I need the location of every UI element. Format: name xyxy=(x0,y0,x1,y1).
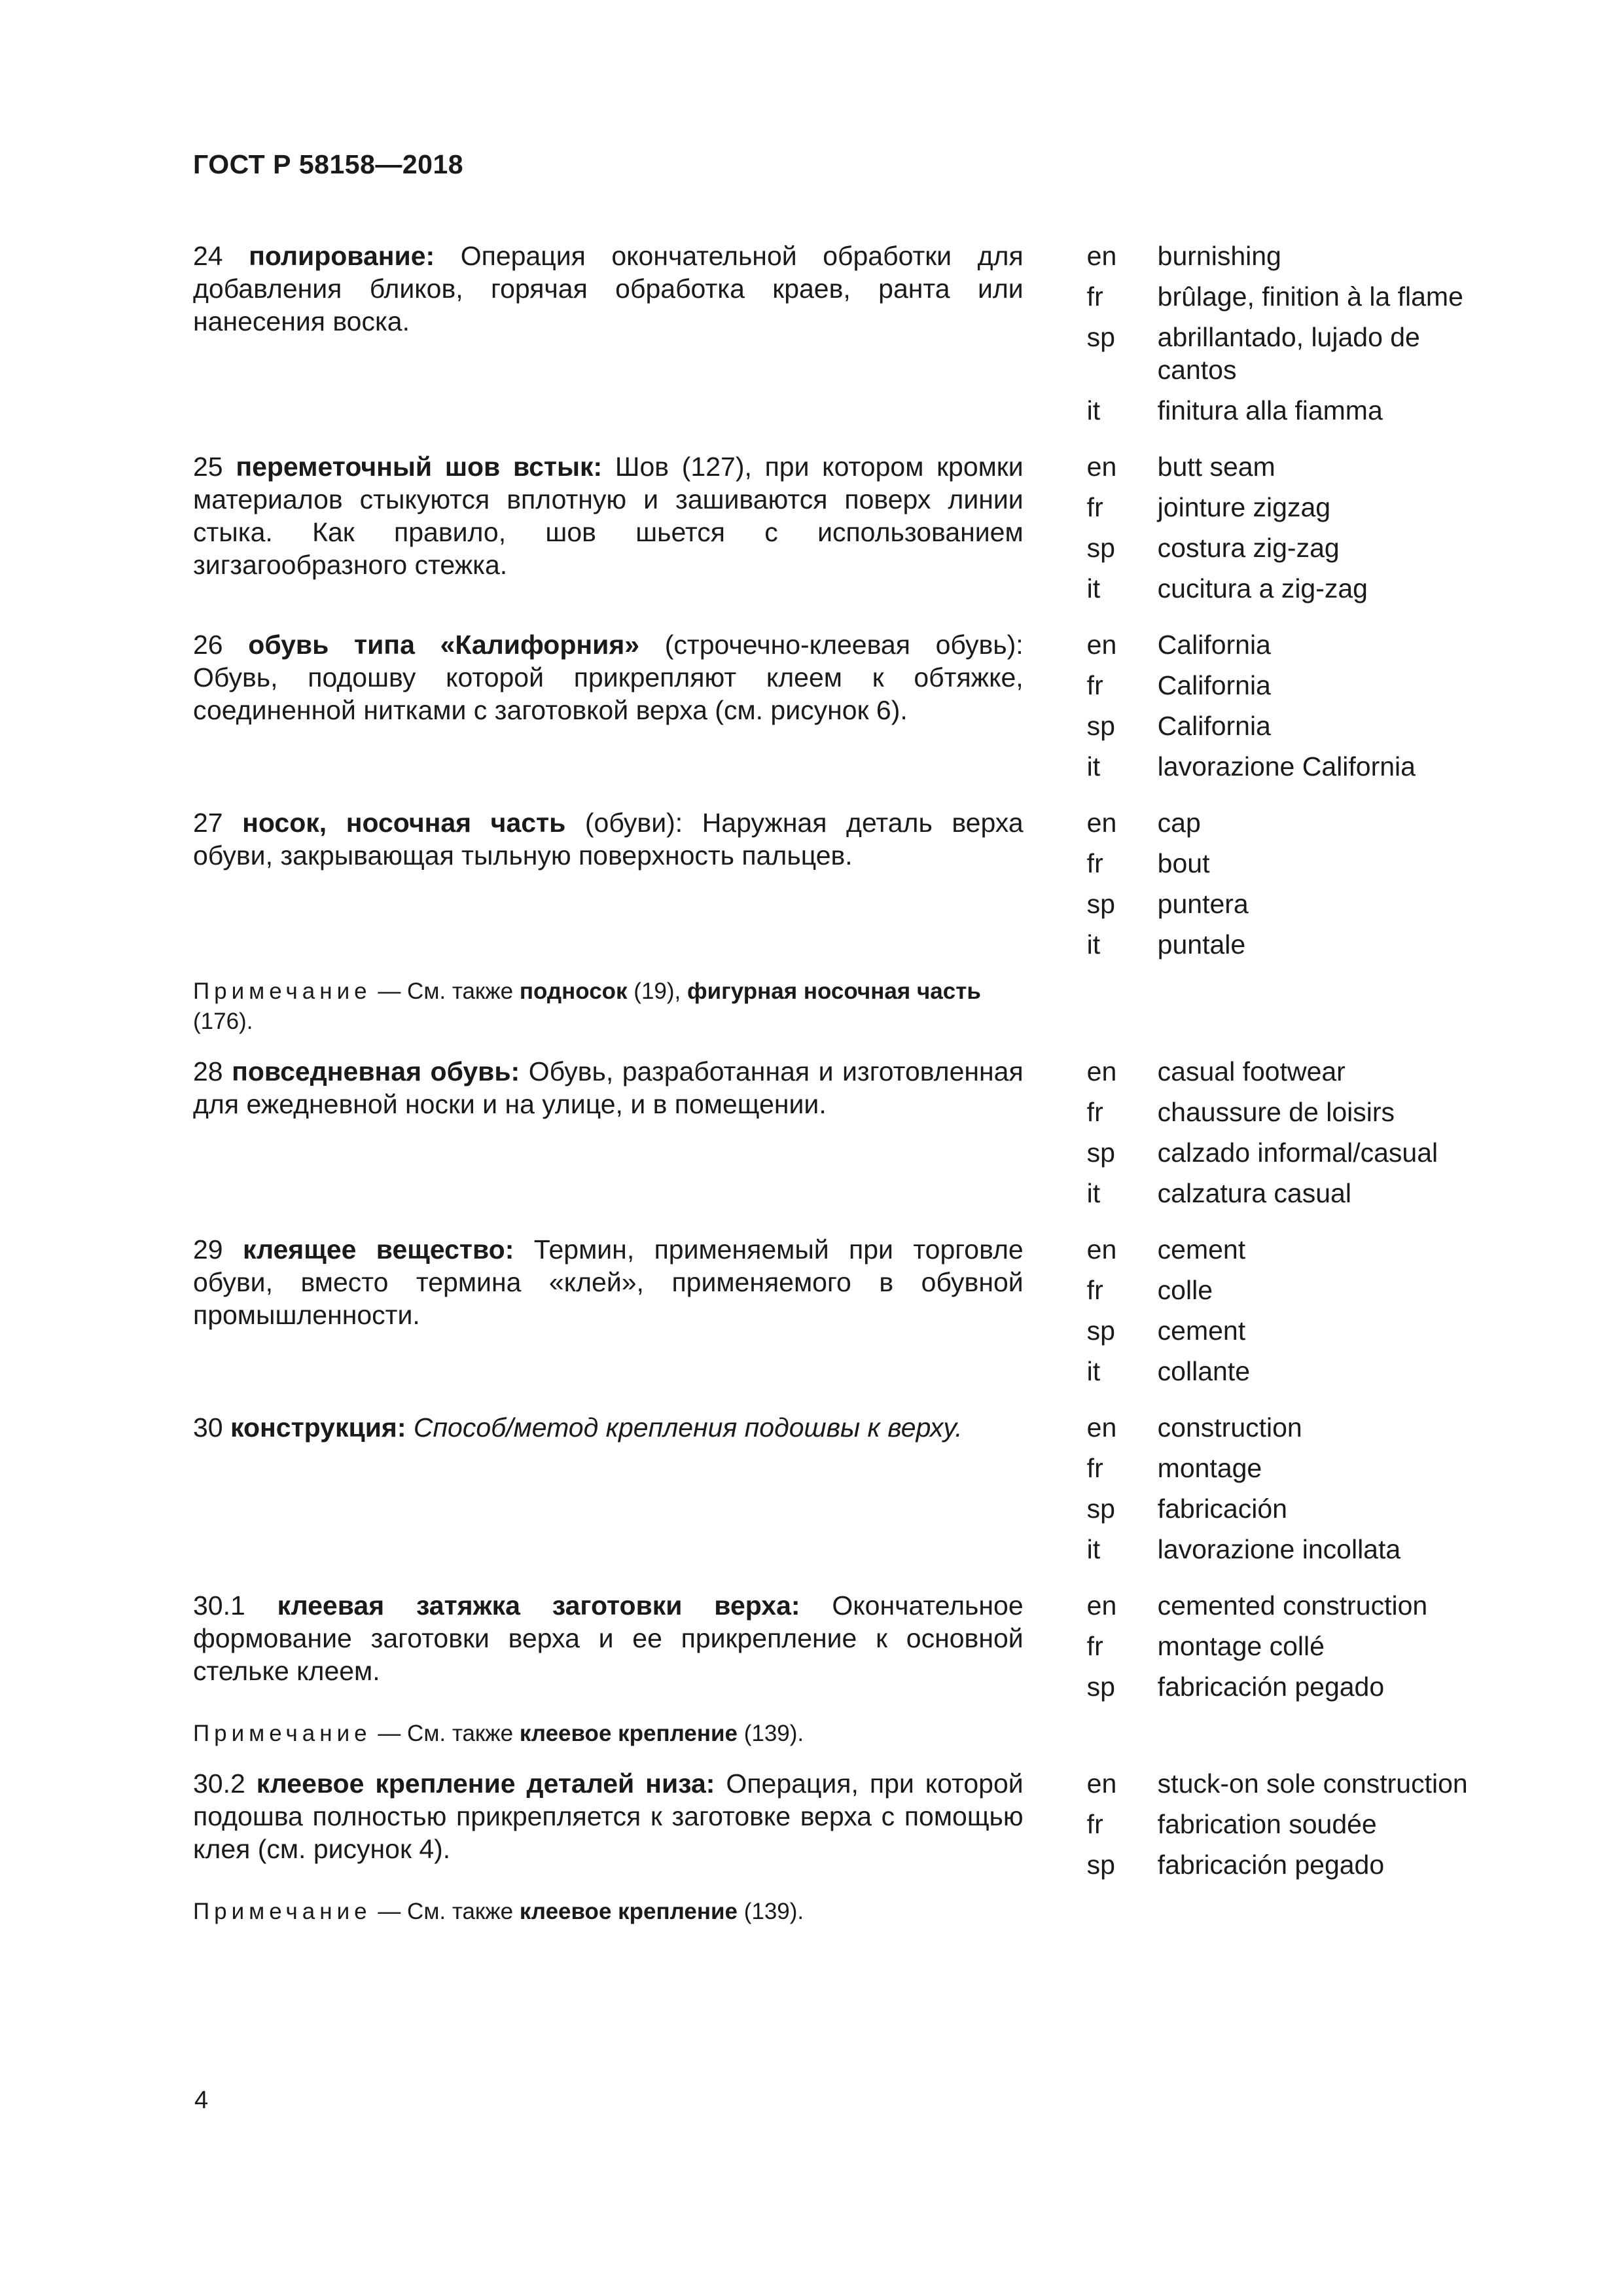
term-entry xyxy=(193,806,1502,961)
term-note: Примечание — См. также клеевое крепление (139). xyxy=(193,1899,804,1924)
translated-term: California xyxy=(1157,670,1271,700)
term-name: переметочный шов встык: xyxy=(236,452,603,482)
translated-term: fabricación pegado xyxy=(1157,1850,1385,1880)
term-definition: 25 переметочный шов встык: Шов (127), при котором кромки материалов стыкуются вплотную и зашиваются поверх линии стыка. Как правило, шов шьется с использованием зигзагообразного стежка. xyxy=(193,452,1024,580)
translated-term: lavorazione California xyxy=(1157,751,1416,781)
translation-row xyxy=(1087,1589,1502,1622)
translation-row xyxy=(1087,750,1502,783)
translated-term: cemented construction xyxy=(1157,1590,1428,1621)
language-code: en xyxy=(1086,808,1117,838)
language-code: en xyxy=(1086,452,1117,482)
term-qualifier: (строчечно-клеевая обувь): xyxy=(639,630,1024,660)
translation-row xyxy=(1087,1055,1502,1088)
note-ref-term: подносок xyxy=(519,978,628,1004)
term-definition: 29 клеящее вещество: Термин, применяемый при торговле обуви, вместо термина «клей», применяемого в обувной промышленности. xyxy=(193,1234,1024,1330)
translation-row xyxy=(1087,1630,1502,1662)
definition-text: Шов (127), при котором кромки материалов стыкуются вплотную и зашиваются поверх линии стыка. Как правило, шов шьется с использованием зигзагообразного стежка. xyxy=(193,452,1024,580)
term-entry xyxy=(193,1589,1502,1703)
translation-row xyxy=(1087,1233,1502,1266)
translation-row xyxy=(1087,1096,1502,1128)
language-code: en xyxy=(1086,630,1117,660)
translated-term: cucitura a zig-zag xyxy=(1157,573,1368,603)
term-entry xyxy=(193,628,1502,783)
translation-row xyxy=(1087,806,1502,839)
note-ref-term: клеевое крепление xyxy=(519,1899,738,1924)
translation-row xyxy=(1087,1136,1502,1169)
translated-term: bout xyxy=(1157,848,1210,878)
term-name: полирование: xyxy=(249,241,435,271)
term-qualifier: (обуви): xyxy=(565,808,683,838)
term-definition: 27 носок, носочная часть (обуви): Наружная деталь верха обуви, закрывающая тыльную поверхность пальцев. xyxy=(193,808,1024,870)
translated-term: California xyxy=(1157,711,1271,741)
translated-term: cement xyxy=(1157,1234,1246,1265)
translations xyxy=(1087,1411,1502,1566)
term-entry xyxy=(193,1767,1502,1881)
definition-text: Способ/метод крепления подошвы к верху. xyxy=(413,1412,963,1443)
translation-row xyxy=(1087,491,1502,524)
term-entry xyxy=(193,1055,1502,1210)
translated-term: collante xyxy=(1157,1356,1250,1386)
language-code: en xyxy=(1086,1234,1117,1265)
language-code: fr xyxy=(1086,1809,1103,1839)
note-label: Примечание xyxy=(193,1899,372,1924)
translated-term: burnishing xyxy=(1157,241,1281,271)
definition-text: Окончательное формование заготовки верха и ее прикрепление к основной стельке клеем. xyxy=(193,1590,1024,1686)
language-code: fr xyxy=(1086,848,1103,878)
translation-row xyxy=(1087,1411,1502,1444)
translation-row xyxy=(1087,1452,1502,1484)
definition-text: Наружная деталь верха обуви, закрывающая тыльную поверхность пальцев. xyxy=(193,808,1024,870)
term-name: конструкция: xyxy=(230,1412,406,1443)
language-code: en xyxy=(1086,1590,1117,1621)
translated-term: fabricación pegado xyxy=(1157,1672,1385,1702)
translation-row xyxy=(1087,394,1502,427)
translated-term: calzatura casual xyxy=(1157,1178,1351,1208)
translation-row xyxy=(1087,531,1502,564)
translation-row xyxy=(1087,321,1502,386)
language-code: fr xyxy=(1086,1275,1103,1305)
language-code: fr xyxy=(1086,1453,1103,1483)
language-code: fr xyxy=(1086,1097,1103,1127)
definition-text: Обувь, разработанная и изготовленная для ежедневной носки и на улице, и в помещении. xyxy=(193,1056,1024,1119)
language-code: it xyxy=(1086,1178,1101,1208)
language-code: it xyxy=(1086,929,1101,960)
term-entry xyxy=(193,1411,1502,1566)
translated-term: abrillantado, lujado de cantos xyxy=(1157,322,1420,385)
translations xyxy=(1087,1055,1502,1210)
translated-term: calzado informal/casual xyxy=(1157,1138,1438,1168)
definition-text: Операция окончательной обработки для добавления бликов, горячая обработка краев, ранта или нанесения воска. xyxy=(193,241,1024,336)
translated-term: lavorazione incollata xyxy=(1157,1534,1401,1564)
term-definition: 30.1 клеевая затяжка заготовки верха: Окончательное формование заготовки верха и ее прикрепление к основной стельке клеем. xyxy=(193,1590,1024,1686)
language-code: fr xyxy=(1086,670,1103,700)
translated-term: butt seam xyxy=(1157,452,1275,482)
translation-row xyxy=(1087,1492,1502,1525)
page-number: 4 xyxy=(194,2087,209,2114)
translated-term: montage xyxy=(1157,1453,1262,1483)
term-entry xyxy=(193,450,1502,605)
language-code: en xyxy=(1086,1056,1117,1086)
translated-term: costura zig-zag xyxy=(1157,533,1340,563)
language-code: sp xyxy=(1086,533,1115,563)
translated-term: brûlage, finition à la flame xyxy=(1157,281,1463,312)
term-note: Примечание — См. также подносок (19), фигурная носочная часть (176). xyxy=(193,978,981,1034)
translation-row xyxy=(1087,1314,1502,1347)
language-code: fr xyxy=(1086,281,1103,312)
language-code: sp xyxy=(1086,322,1115,352)
language-code: en xyxy=(1086,1412,1117,1443)
translated-term: casual footwear xyxy=(1157,1056,1346,1086)
note-ref-term: клеевое крепление xyxy=(519,1721,738,1746)
term-note: Примечание — См. также клеевое крепление (139). xyxy=(193,1721,804,1746)
translated-term: montage collé xyxy=(1157,1631,1325,1661)
translation-row xyxy=(1087,1274,1502,1306)
term-name: носок, носочная часть xyxy=(242,808,566,838)
term-definition: 28 повседневная обувь: Обувь, разработанная и изготовленная для ежедневной носки и на улице, и в помещении. xyxy=(193,1056,1024,1119)
translated-term: fabrication soudée xyxy=(1157,1809,1377,1839)
note-label: Примечание xyxy=(193,978,372,1004)
term-definition: 30.2 клеевое крепление деталей низа: Операция, при которой подошва полностью прикрепляется к заготовке верха с помощью клея (см. рисунок 4). xyxy=(193,1768,1024,1864)
language-code: en xyxy=(1086,1768,1117,1799)
language-code: it xyxy=(1086,573,1101,603)
translation-row xyxy=(1087,709,1502,742)
translation-row xyxy=(1087,1670,1502,1703)
note-label: Примечание xyxy=(193,1721,372,1746)
language-code: fr xyxy=(1086,492,1103,522)
translations xyxy=(1087,450,1502,605)
term-definition: 24 полирование: Операция окончательной обработки для добавления бликов, горячая обработка краев, ранта или нанесения воска. xyxy=(193,241,1024,336)
document-header: ГОСТ Р 58158—2018 xyxy=(193,149,464,179)
language-code: sp xyxy=(1086,1850,1115,1880)
language-code: sp xyxy=(1086,711,1115,741)
language-code: it xyxy=(1086,1534,1101,1564)
language-code: sp xyxy=(1086,1138,1115,1168)
translation-row xyxy=(1087,928,1502,961)
definition-text: Обувь, подошву которой прикрепляют клеем к обтяжке, соединенной нитками с заготовкой верха (см. рисунок 6). xyxy=(193,662,1024,725)
translation-row xyxy=(1087,1767,1502,1800)
translations xyxy=(1087,628,1502,783)
language-code: fr xyxy=(1086,1631,1103,1661)
definition-text: Термин, применяемый при торговле обуви, вместо термина «клей», применяемого в обувной промышленности. xyxy=(193,1234,1024,1330)
term-definition: 26 обувь типа «Калифорния» (строчечно-клеевая обувь): Обувь, подошву которой прикрепляют клеем к обтяжке, соединенной нитками с заготовкой верха (см. рисунок 6). xyxy=(193,630,1024,725)
translation-row xyxy=(1087,669,1502,702)
translated-term: puntale xyxy=(1157,929,1246,960)
translations xyxy=(1087,1233,1502,1388)
translation-row xyxy=(1087,628,1502,661)
translation-row xyxy=(1087,572,1502,605)
translations xyxy=(1087,240,1502,427)
translations xyxy=(1087,1767,1502,1881)
translation-row xyxy=(1087,280,1502,313)
translation-row xyxy=(1087,240,1502,272)
language-code: sp xyxy=(1086,889,1115,919)
translated-term: colle xyxy=(1157,1275,1213,1305)
translation-row xyxy=(1087,888,1502,920)
translated-term: puntera xyxy=(1157,889,1249,919)
term-name: повседневная обувь: xyxy=(232,1056,520,1086)
language-code: it xyxy=(1086,395,1101,425)
translated-term: finitura alla fiamma xyxy=(1157,395,1383,425)
language-code: sp xyxy=(1086,1494,1115,1524)
term-entry xyxy=(193,1233,1502,1388)
translations xyxy=(1087,1589,1502,1703)
definition-text: Операция, при которой подошва полностью прикрепляется к заготовке верха с помощью клея (см. рисунок 4). xyxy=(193,1768,1024,1864)
translation-row xyxy=(1087,847,1502,880)
term-list xyxy=(193,240,1502,1945)
translation-row xyxy=(1087,1533,1502,1566)
language-code: it xyxy=(1086,751,1101,781)
term-entry xyxy=(193,240,1502,427)
translations xyxy=(1087,806,1502,961)
term-name: клеящее вещество: xyxy=(242,1234,514,1265)
translated-term: stuck-on sole construction xyxy=(1157,1768,1468,1799)
translation-row xyxy=(1087,1177,1502,1210)
term-definition: 30 конструкция: Способ/метод крепления подошвы к верху. xyxy=(193,1412,963,1443)
translation-row xyxy=(1087,1848,1502,1881)
language-code: en xyxy=(1086,241,1117,271)
language-code: sp xyxy=(1086,1672,1115,1702)
note-ref-term: фигурная носочная часть xyxy=(687,978,981,1004)
term-name: клеевое крепление деталей низа: xyxy=(256,1768,715,1799)
term-name: обувь типа «Калифорния» xyxy=(248,630,640,660)
translated-term: fabricación xyxy=(1157,1494,1287,1524)
translation-row xyxy=(1087,1355,1502,1388)
language-code: sp xyxy=(1086,1316,1115,1346)
translated-term: chaussure de loisirs xyxy=(1157,1097,1395,1127)
translated-term: cement xyxy=(1157,1316,1246,1346)
translated-term: California xyxy=(1157,630,1271,660)
translated-term: cap xyxy=(1157,808,1201,838)
translated-term: jointure zigzag xyxy=(1157,492,1331,522)
translated-term: construction xyxy=(1157,1412,1302,1443)
language-code: it xyxy=(1086,1356,1101,1386)
translation-row xyxy=(1087,1808,1502,1840)
translation-row xyxy=(1087,450,1502,483)
term-name: клеевая затяжка заготовки верха: xyxy=(277,1590,800,1621)
